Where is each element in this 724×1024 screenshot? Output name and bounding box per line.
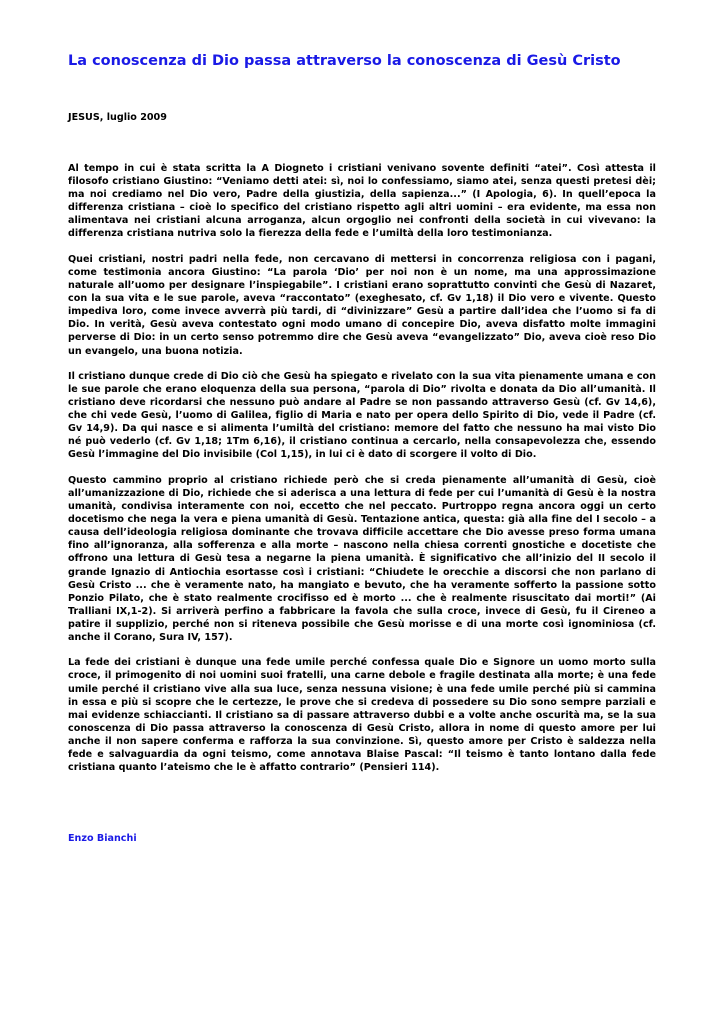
paragraph-5: La fede dei cristiani è dunque una fede umile perché confessa quale Dio e Signore un uomo morto sulla croce, il primogenito di noi uomini suoi fratelli, una carne debole e fragile destinata alla morte; è una fede umile perché il cristiano vive alla sua luce, senza nessuna visione; è una fede umile perché più si cammina in essa e più si scopre che le certezze, le prove che si credeva di possedere su Dio sono sempre parziali e mai evidenze schiaccianti. Il cristiano sa di passare attraverso dubbi e a volte anche oscurità ma, se la sua conoscenza di Dio passa attraverso la conoscenza di Gesù Cristo, allora in nome di questo amore per lui anche il non sapere conferma e rafforza la sua convinzione. Sì, questo amore per Cristo è saldezza nella fede e salvaguardia da ogni teismo, come annotava Blaise Pascal: “Il teismo è tanto lontano dalla fede cristiana quanto l’ateismo che le è affatto contrario” (Pensieri 114). — [68, 657, 656, 774]
article-author: Enzo Bianchi — [68, 833, 137, 844]
article-title: La conoscenza di Dio passa attraverso la conoscenza di Gesù Cristo — [68, 53, 621, 69]
article-source: JESUS, luglio 2009 — [68, 112, 167, 123]
article-body — [68, 162, 656, 787]
paragraph-1: Al tempo in cui è stata scritta la A Diogneto i cristiani venivano sovente definiti “atei”. Così attesta il filosofo cristiano Giustino: “Veniamo detti atei: sì, noi lo confessiamo, siamo atei, senza questi pretesi dèi; ma noi crediamo nel Dio vero, Padre della giustizia, della sapienza...” (I Apologia, 6). In quell’epoca la differenza cristiana – cioè lo specifico del cristiano rispetto agli altri uomini – era evidente, ma essa non alimentava nei cristiani alcuna arroganza, alcun orgoglio nei confronti della società in cui vivevano: la differenza cristiana nutriva solo la fierezza della fede e l’umiltà della loro testimonianza. — [68, 163, 656, 240]
paragraph-3: Il cristiano dunque crede di Dio ciò che Gesù ha spiegato e rivelato con la sua vita pienamente umana e con le sue parole che erano eloquenza della sua persona, “parola di Dio” rivolta e donata da Dio all’umanità. Il cristiano deve ricordarsi che nessuno può andare al Padre se non passando attraverso Gesù (cf. Gv 14,6), che chi vede Gesù, l’uomo di Galilea, figlio di Maria e nato per opera dello Spirito di Dio, vede il Padre (cf. Gv 14,9). Da qui nasce e si alimenta l’umiltà del cristiano: memore del fatto che nessuno ha mai visto Dio né può vederlo (cf. Gv 1,18; 1Tm 6,16), il cristiano continua a cercarlo, nella consapevolezza che, essendo Gesù l’immagine del Dio invisibile (Col 1,15), in lui ci è dato di scorgere il volto di Dio. — [68, 370, 656, 461]
document-page — [68, 50, 656, 844]
paragraph-4: Questo cammino proprio al cristiano richiede però che si creda pienamente all’umanità di Gesù, cioè all’umanizzazione di Dio, richiede che si aderisca a una lettura di fede per cui l’umanità di Gesù è la nostra umanità, condivisa interamente con noi, eccetto che nel peccato. Purtroppo regna ancora oggi un certo docetismo che nega la vera e piena umanità di Gesù. Tentazione antica, questa: già alla fine del I secolo – a causa dell’ideologia religiosa dominante che trovava difficile accettare che Dio avesse preso forma umana fino all’ignoranza, alla sofferenza e alla morte – nascono nella chiesa correnti gnostiche e docetiste che offrono una lettura di Gesù tesa a negarne la piena umanità. È significativo che all’inizio del II secolo il grande Ignazio di Antiochia esortasse così i cristiani: “Chiudete le orecchie a discorsi che non parlano di Gesù Cristo ... che è veramente nato, ha mangiato e bevuto, che ha veramente sofferto la passione sotto Ponzio Pilato, che è stato realmente crocifisso ed è morto ... che è realmente risuscitato dai morti!” (Ai Tralliani IX,1-2). Si arriverà perfino a fabbricare la favola che sulla croce, invece di Gesù, fu il Cireneo a patire il supplizio, perché non si riteneva possibile che Gesù morisse e di una morte così ignominiosa (cf. anche il Corano, Sura IV, 157). — [68, 474, 656, 643]
paragraph-2: Quei cristiani, nostri padri nella fede, non cercavano di mettersi in concorrenza religiosa con i pagani, come testimonia ancora Giustino: “La parola ‘Dio’ per noi non è un nome, ma una approssimazione naturale all’uomo per designare l’inspiegabile”. I cristiani erano soprattutto convinti che Gesù di Nazaret, con la sua vita e le sue parole, aveva “raccontato” (exeghesato, cf. Gv 1,18) il Dio vero e vivente. Questo impediva loro, come invece avverrà più tardi, di “divinizzare” Gesù a partire dall’idea che l’uomo si fa di Dio. In verità, Gesù aveva contestato ogni modo umano di concepire Dio, aveva disfatto molte immagini perverse di Dio: in un certo senso potremmo dire che Gesù aveva “evangelizzato” Dio, aveva cioè reso Dio un evangelo, una buona notizia. — [68, 253, 656, 357]
